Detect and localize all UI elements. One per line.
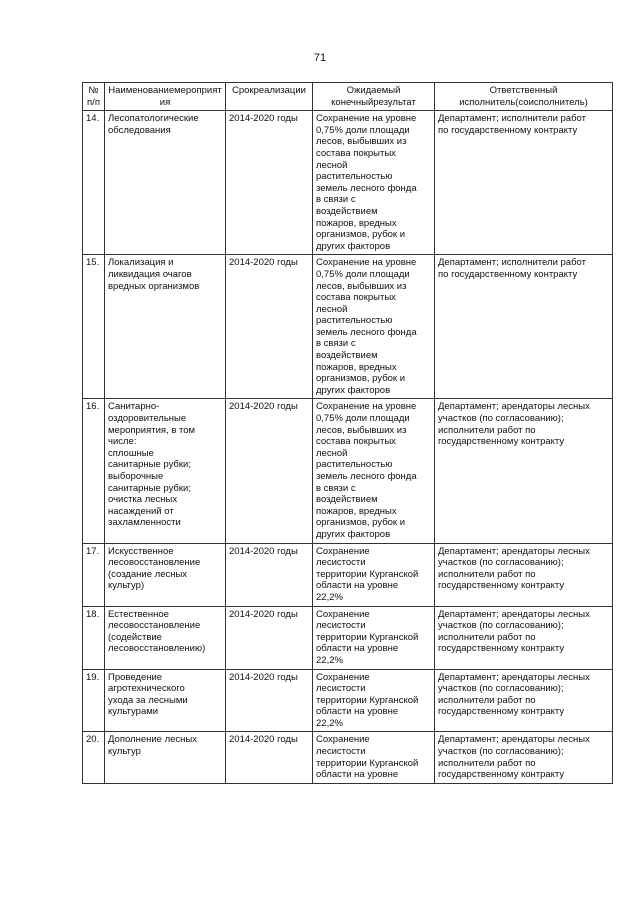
expected-result-line: Сохранение	[316, 671, 370, 683]
measures-table	[82, 82, 613, 784]
expected-result-line: состава покрытых	[316, 147, 396, 159]
expected-result-line: Сохранение на уровне	[316, 257, 417, 269]
implementation-term: 2014-2020 годы	[226, 255, 313, 399]
row-number: 18.	[83, 606, 105, 669]
table-row	[83, 399, 613, 543]
expected-result-line: лесистости	[316, 557, 366, 569]
measure-name-line: ухода за лесными	[108, 694, 188, 706]
expected-result-line: состава покрытых	[316, 292, 396, 304]
measure-name-line: Лесопатологические	[108, 113, 199, 125]
measure-name-line: сплошные	[108, 447, 154, 459]
measure-name	[105, 669, 226, 732]
expected-result-line: лесистости	[316, 620, 366, 632]
expected-result-line: 22,2%	[316, 654, 343, 666]
table-body	[83, 111, 613, 784]
expected-result-line: лесной	[316, 447, 348, 459]
expected-result-line: других факторов	[316, 384, 391, 396]
expected-result-line: лесистости	[316, 683, 366, 695]
measure-name-line: (содействие	[108, 631, 162, 643]
measure-name-line: лесовосстановлению)	[108, 643, 206, 655]
expected-result	[313, 669, 435, 732]
measure-name	[105, 606, 226, 669]
header-result	[313, 83, 435, 111]
header-executor	[435, 83, 613, 111]
responsible-executor	[435, 669, 613, 732]
table-row	[83, 606, 613, 669]
expected-result-line: земель лесного фонда	[316, 471, 417, 482]
expected-result-line: растительностью	[316, 315, 393, 327]
responsible-executor	[435, 255, 613, 399]
table-row	[83, 732, 613, 783]
expected-result-line: лесов, выбывших из	[316, 280, 407, 292]
expected-result-line: воздействием	[316, 350, 378, 362]
header-term	[226, 83, 313, 111]
measure-name-line: обследования	[108, 124, 171, 136]
responsible-executor-line: государственному контракту	[438, 769, 565, 781]
expected-result-line: Сохранение на уровне	[316, 401, 417, 413]
responsible-executor-line: Департамент; арендаторы лесных	[438, 671, 590, 683]
expected-result	[313, 255, 435, 399]
expected-result-line: организмов, рубок и	[316, 517, 406, 529]
responsible-executor-line: исполнители работ по	[438, 424, 536, 436]
expected-result-line: других факторов	[316, 528, 391, 540]
expected-result	[313, 606, 435, 669]
measure-name-line: ликвидация очагов	[108, 268, 192, 280]
measure-name-line: санитарные рубки;	[108, 482, 191, 494]
expected-result-line: Сохранение	[316, 545, 370, 557]
responsible-executor	[435, 399, 613, 543]
header-line: (соисполнитель)	[515, 96, 588, 108]
expected-result-line: территории Курганской	[316, 568, 419, 580]
measure-name	[105, 255, 226, 399]
measure-name-line: очистка лесных	[108, 494, 178, 506]
expected-result-line: 22,2%	[316, 591, 343, 603]
row-number: 19.	[83, 669, 105, 732]
table-row	[83, 255, 613, 399]
responsible-executor-line: по государственному контракту	[438, 124, 578, 136]
measure-name-line: выборочные	[108, 471, 164, 482]
responsible-executor	[435, 543, 613, 606]
responsible-executor-line: участков (по согласованию);	[438, 620, 564, 632]
responsible-executor-line: исполнители работ по	[438, 694, 536, 706]
implementation-term: 2014-2020 годы	[226, 732, 313, 783]
header-line: №	[88, 85, 99, 96]
header-line: результат	[373, 96, 416, 108]
measure-name-line: культур	[108, 746, 141, 758]
implementation-term: 2014-2020 годы	[226, 399, 313, 543]
measure-name-line: культурами	[108, 706, 159, 718]
expected-result-line: области на уровне	[316, 769, 399, 781]
responsible-executor-line: исполнители работ по	[438, 568, 536, 580]
measure-name-line: числе:	[108, 436, 137, 448]
measure-name-line: Естественное	[108, 608, 169, 620]
row-number: 20.	[83, 732, 105, 783]
measure-name	[105, 399, 226, 543]
expected-result	[313, 399, 435, 543]
header-line: Срок	[232, 85, 254, 96]
expected-result-line: Сохранение	[316, 734, 370, 746]
expected-result-line: лесов, выбывших из	[316, 424, 407, 436]
expected-result-line: пожаров, вредных	[316, 217, 397, 229]
expected-result-line: 0,75% доли площади	[316, 413, 410, 425]
expected-result-line: земель лесного фонда	[316, 182, 417, 194]
measure-name-line: Дополнение лесных	[108, 734, 197, 746]
responsible-executor-line: участков (по согласованию);	[438, 683, 564, 695]
implementation-term: 2014-2020 годы	[226, 669, 313, 732]
expected-result-line: 0,75% доли площади	[316, 268, 410, 280]
header-line: п/п	[87, 96, 100, 108]
expected-result-line: растительностью	[316, 459, 393, 471]
expected-result-line: воздействием	[316, 205, 378, 217]
expected-result-line: других факторов	[316, 240, 391, 252]
expected-result-line: воздействием	[316, 494, 378, 506]
expected-result-line: пожаров, вредных	[316, 505, 397, 517]
implementation-term: 2014-2020 годы	[226, 111, 313, 255]
expected-result-line: Сохранение	[316, 608, 370, 620]
expected-result-line: в связи с	[316, 482, 356, 494]
measure-name-line: захламленности	[108, 517, 181, 529]
table-row	[83, 543, 613, 606]
row-number: 17.	[83, 543, 105, 606]
row-number: 16.	[83, 399, 105, 543]
measure-name-line: Локализация и	[108, 257, 174, 269]
responsible-executor-line: Департамент; исполнители работ	[438, 257, 586, 269]
responsible-executor-line: государственному контракту	[438, 436, 565, 448]
responsible-executor	[435, 732, 613, 783]
responsible-executor-line: Департамент; арендаторы лесных	[438, 734, 590, 746]
measure-name-line: Санитарно-	[108, 401, 160, 413]
page-number: 71	[313, 52, 327, 64]
measure-name-line: мероприятия, в том	[108, 424, 196, 436]
responsible-executor-line: по государственному контракту	[438, 268, 578, 280]
expected-result-line: лесистости	[316, 746, 366, 758]
responsible-executor-line: исполнители работ по	[438, 757, 536, 769]
implementation-term: 2014-2020 годы	[226, 543, 313, 606]
expected-result-line: организмов, рубок и	[316, 373, 406, 385]
measure-name	[105, 543, 226, 606]
responsible-executor-line: государственному контракту	[438, 580, 565, 592]
header-line: Наименование	[108, 85, 175, 96]
header-line: Ответственный исполнитель	[459, 85, 558, 108]
measure-name-line: (создание лесных	[108, 568, 188, 580]
measure-name-line: агротехнического	[108, 683, 185, 695]
responsible-executor-line: участков (по согласованию);	[438, 557, 564, 569]
expected-result	[313, 732, 435, 783]
expected-result-line: растительностью	[316, 171, 393, 183]
measure-name-line: насаждений от	[108, 505, 174, 517]
measure-name	[105, 111, 226, 255]
measure-name-line: Искусственное	[108, 545, 174, 557]
responsible-executor	[435, 111, 613, 255]
header-number	[83, 83, 105, 111]
header-row	[83, 83, 613, 111]
expected-result-line: области на уровне	[316, 643, 399, 655]
expected-result-line: территории Курганской	[316, 631, 419, 643]
responsible-executor-line: исполнители работ по	[438, 631, 536, 643]
expected-result-line: области на уровне	[316, 580, 399, 592]
row-number: 15.	[83, 255, 105, 399]
measure-name	[105, 732, 226, 783]
responsible-executor-line: Департамент; арендаторы лесных	[438, 608, 590, 620]
expected-result-line: области на уровне	[316, 706, 399, 718]
responsible-executor-line: участков (по согласованию);	[438, 746, 564, 758]
expected-result-line: лесов, выбывших из	[316, 136, 407, 148]
expected-result-line: состава покрытых	[316, 436, 396, 448]
expected-result-line: территории Курганской	[316, 757, 419, 769]
expected-result-line: организмов, рубок и	[316, 229, 406, 241]
table-row	[83, 111, 613, 255]
header-line: Ожидаемый конечный	[331, 85, 401, 108]
measure-name-line: оздоровительные	[108, 413, 187, 425]
responsible-executor-line: участков (по согласованию);	[438, 413, 564, 425]
expected-result	[313, 111, 435, 255]
table-row	[83, 669, 613, 732]
expected-result-line: в связи с	[316, 338, 356, 350]
measure-name-line: лесовосстановление	[108, 620, 201, 632]
header-name	[105, 83, 226, 111]
expected-result-line: пожаров, вредных	[316, 361, 397, 373]
measure-name-line: культур)	[108, 580, 145, 592]
measure-name-line: санитарные рубки;	[108, 459, 191, 471]
header-line: реализации	[253, 85, 306, 96]
expected-result-line: в связи с	[316, 194, 356, 206]
expected-result	[313, 543, 435, 606]
responsible-executor-line: государственному контракту	[438, 643, 565, 655]
expected-result-line: лесной	[316, 159, 348, 171]
implementation-term: 2014-2020 годы	[226, 606, 313, 669]
measure-name-line: вредных организмов	[108, 280, 200, 292]
header-line: мероприятия	[159, 85, 222, 108]
row-number: 14.	[83, 111, 105, 255]
expected-result-line: Сохранение на уровне	[316, 113, 417, 125]
measure-name-line: Проведение	[108, 671, 163, 683]
responsible-executor-line: Департамент; исполнители работ	[438, 113, 586, 125]
measure-name-line: лесовосстановление	[108, 557, 201, 569]
expected-result-line: земель лесного фонда	[316, 326, 417, 338]
responsible-executor-line: Департамент; арендаторы лесных	[438, 545, 590, 557]
expected-result-line: 22,2%	[316, 717, 343, 729]
responsible-executor-line: государственному контракту	[438, 706, 565, 718]
expected-result-line: территории Курганской	[316, 694, 419, 706]
responsible-executor	[435, 606, 613, 669]
responsible-executor-line: Департамент; арендаторы лесных	[438, 401, 590, 413]
expected-result-line: лесной	[316, 303, 348, 315]
expected-result-line: 0,75% доли площади	[316, 124, 410, 136]
